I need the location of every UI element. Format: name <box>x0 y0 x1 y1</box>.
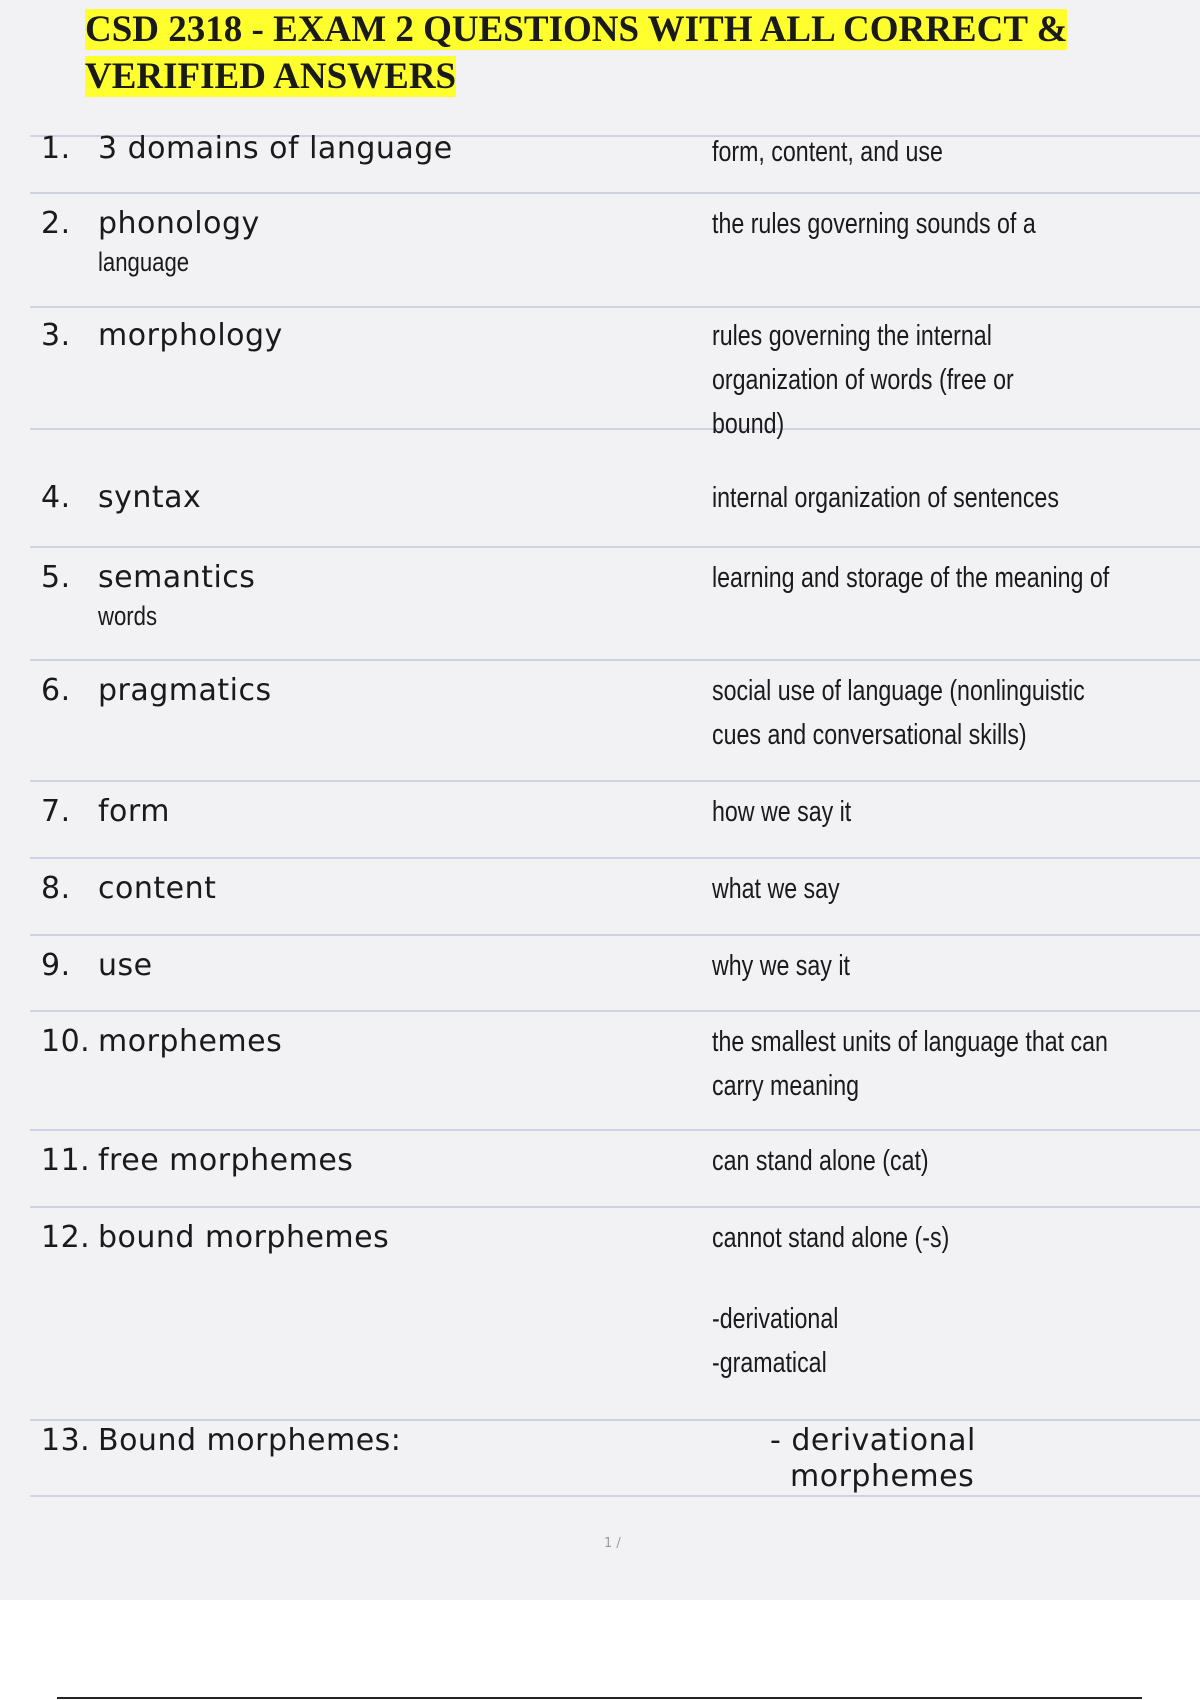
item-definition: - derivational morphemes <box>770 1423 976 1494</box>
list-item <box>30 859 1200 936</box>
item-term: morphemes <box>98 1024 283 1059</box>
page-number: 1 / <box>604 1536 621 1551</box>
title-line-2: VERIFIED ANSWERS <box>85 56 457 97</box>
title-line-1: CSD 2318 - EXAM 2 QUESTIONS WITH ALL CORRECT & <box>85 9 1068 50</box>
item-number: 13. <box>41 1423 91 1458</box>
item-definition: rules governing the internal organization of words (free or bound) <box>712 320 1014 440</box>
item-number: 11. <box>41 1143 91 1178</box>
item-definition: cannot stand alone (-s) -derivational -gramatical <box>712 1222 950 1379</box>
item-term: content <box>98 871 217 906</box>
item-definition: learning and storage of the meaning of <box>712 562 1110 594</box>
item-term: syntax <box>98 480 202 515</box>
item-term: use <box>98 948 153 983</box>
list-item <box>30 661 1200 782</box>
item-number: 8. <box>41 871 71 906</box>
document-title <box>85 6 1175 100</box>
item-term-continued: language <box>98 247 190 277</box>
item-number: 4. <box>41 480 71 515</box>
item-term: bound morphemes <box>98 1220 390 1255</box>
list-item <box>30 1012 1200 1131</box>
list-item <box>30 782 1200 859</box>
list-item <box>30 1131 1200 1208</box>
footer-divider <box>57 1697 1142 1699</box>
item-term: free morphemes <box>98 1143 354 1178</box>
item-number: 2. <box>41 206 71 241</box>
item-term: morphology <box>98 318 283 353</box>
item-definition: internal organization of sentences <box>712 482 1059 514</box>
list-item <box>30 194 1200 308</box>
item-number: 9. <box>41 948 71 983</box>
list-item <box>30 1208 1200 1421</box>
item-definition: the rules governing sounds of a <box>712 208 1036 240</box>
item-number: 6. <box>41 673 71 708</box>
item-term: phonology <box>98 206 260 241</box>
list-item <box>30 308 1200 440</box>
item-definition: what we say <box>712 873 840 905</box>
item-definition: form, content, and use <box>712 136 943 168</box>
list-item <box>30 936 1200 1012</box>
item-term-continued: words <box>98 601 158 631</box>
item-term: form <box>98 794 170 829</box>
list-item <box>30 1421 1200 1497</box>
item-term: semantics <box>98 560 256 595</box>
item-term: Bound morphemes: <box>98 1423 402 1458</box>
item-definition: how we say it <box>712 796 852 828</box>
item-definition: why we say it <box>712 950 850 982</box>
item-definition: the smallest units of language that can carry meaning <box>712 1026 1108 1102</box>
item-number: 5. <box>41 560 71 595</box>
item-number: 3. <box>41 318 71 353</box>
item-number: 12. <box>41 1220 91 1255</box>
item-definition: social use of language (nonlinguistic cues and conversational skills) <box>712 675 1085 751</box>
item-term: 3 domains of language <box>98 131 453 166</box>
item-term: pragmatics <box>98 673 272 708</box>
item-definition: can stand alone (cat) <box>712 1145 929 1177</box>
item-number: 7. <box>41 794 71 829</box>
item-number: 1. <box>41 131 71 166</box>
list-item <box>30 131 1200 194</box>
list-item <box>30 548 1200 661</box>
item-number: 10. <box>41 1024 91 1059</box>
list-item <box>30 430 1200 548</box>
